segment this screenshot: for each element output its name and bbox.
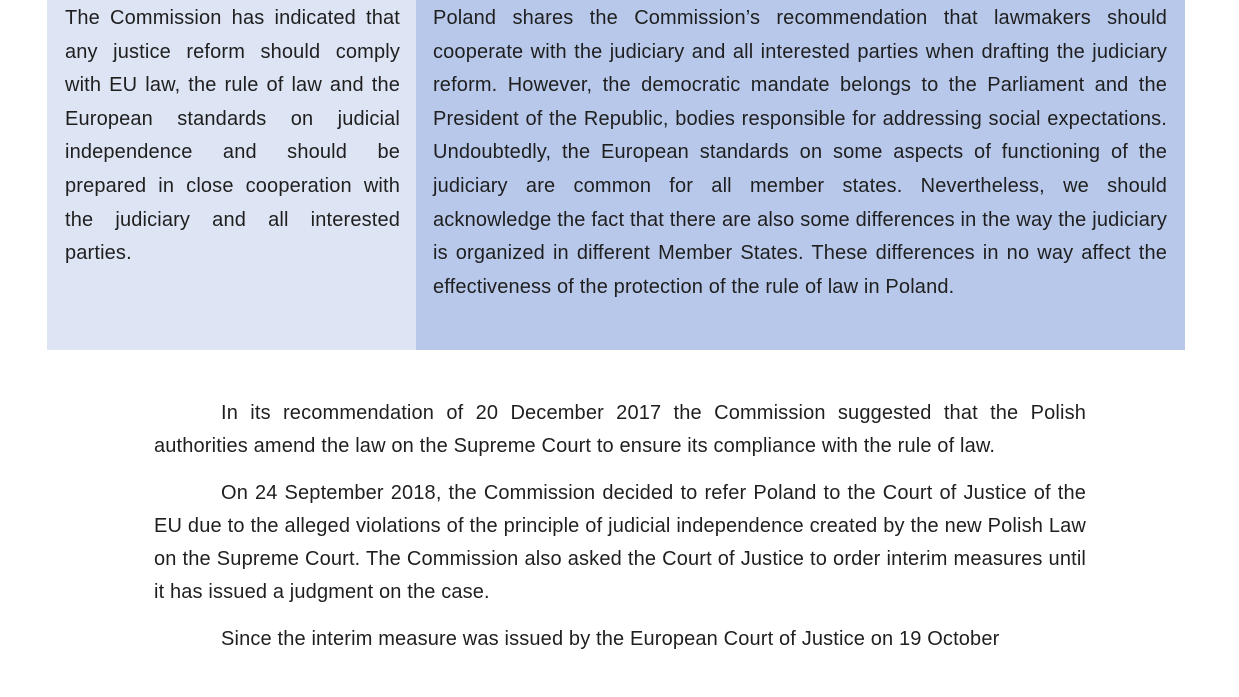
table-cell-poland-response — [416, 0, 1185, 350]
commission-position-text: The Commission has indicated that any justice reform should comply with EU law, the rule of law and the European standards on judicial independence and should be prepared in close cooperation with the judiciary and all interested parties. — [65, 7, 400, 265]
paragraph-interim-measure: Since the interim measure was issued by the European Court of Justice on 19 October — [221, 627, 1000, 650]
paragraph-court-referral: On 24 September 2018, the Commission decided to refer Poland to the Court of Justice of the EU due to the alleged violations of the principle of judicial independence created by the new Polish Law on the Supreme Court. The Commission also asked the Court of Justice to order interim measures until it has issued a judgment on the case. — [154, 481, 1086, 604]
paragraph-recommendation: In its recommendation of 20 December 2017 the Commission suggested that the Polish authorities amend the law on the Supreme Court to ensure its compliance with the rule of law. — [154, 402, 1086, 458]
comparison-table — [47, 0, 1185, 350]
table-cell-commission-position — [47, 0, 416, 350]
poland-response-text: Poland shares the Commission’s recommendation that lawmakers should cooperate with the judiciary and all interested parties when drafting the judiciary reform. However, the democratic mandate belongs to the Parliament and the President of the Republic, bodies responsible for addressing social expectations. Undoubtedly, the European standards on some aspects of functioning of the judiciary are common for all member states. Nevertheless, we should acknowledge the fact that there are also some differences in the way the judiciary is organized in different Member States. These differences in no way affect the effectiveness of the protection of the rule of law in Poland. — [433, 7, 1167, 298]
document-body — [154, 397, 1086, 669]
